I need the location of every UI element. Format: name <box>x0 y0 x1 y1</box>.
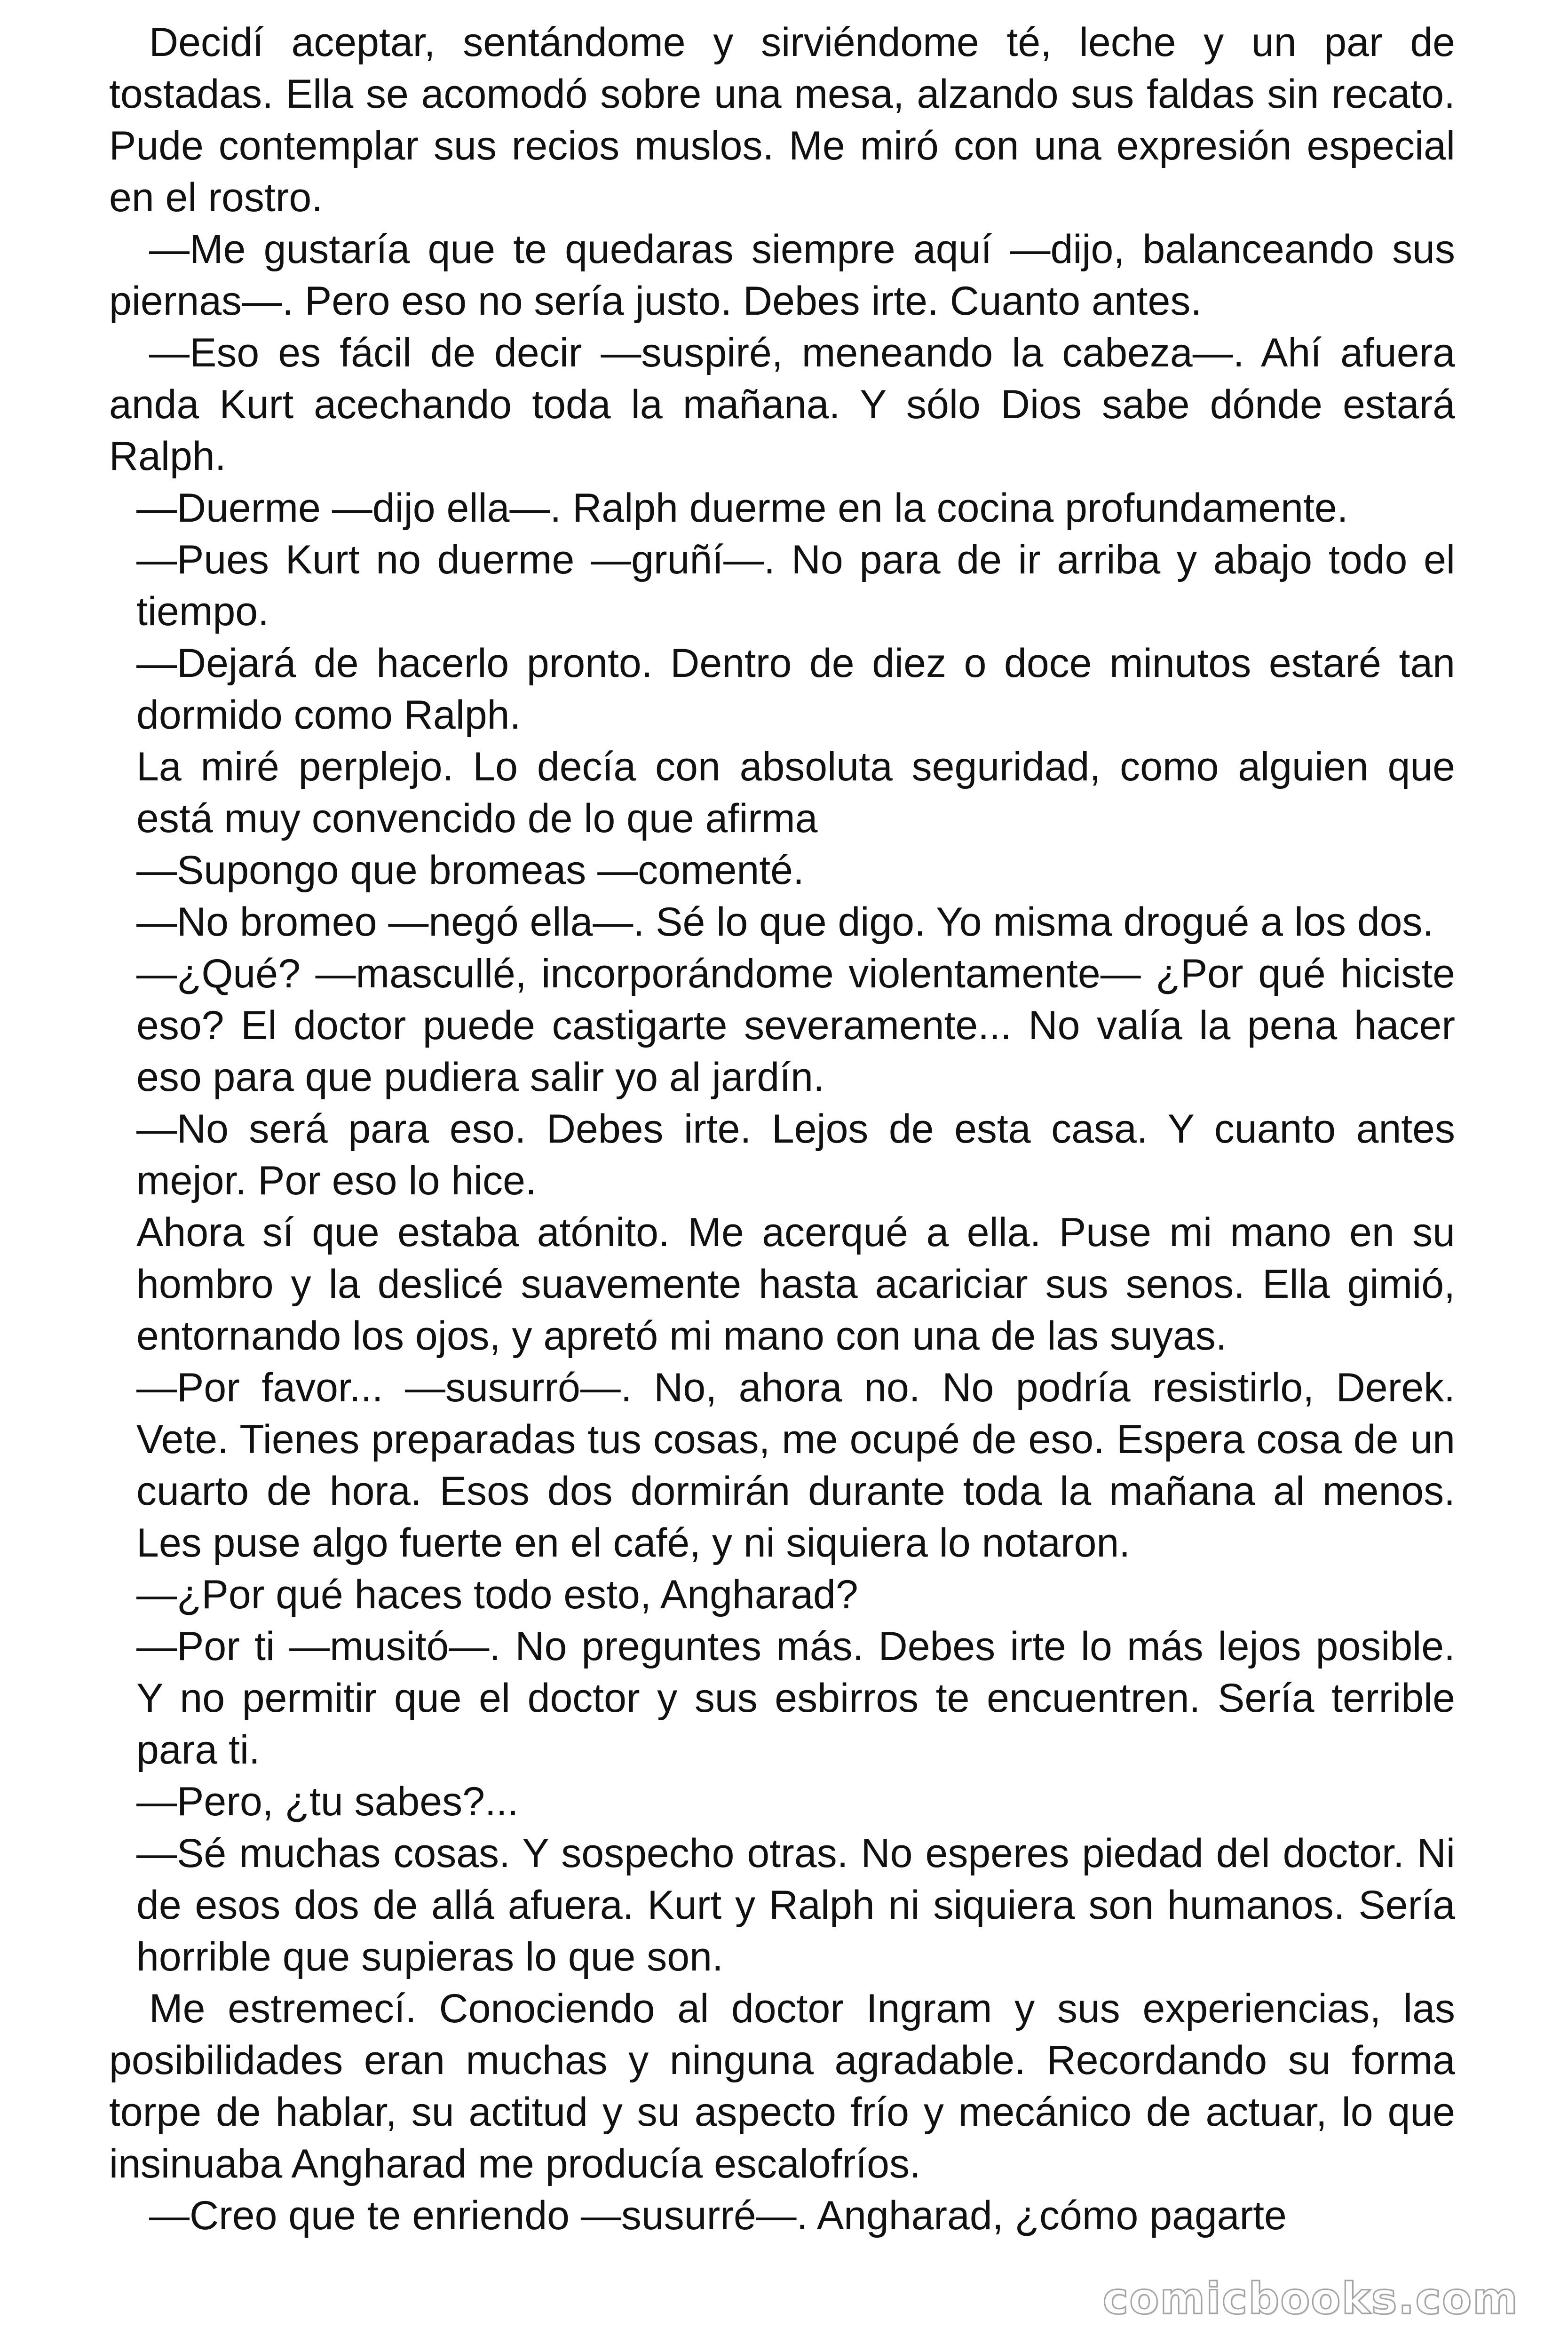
paragraph-13: —Por favor... —susurró—. No, ahora no. No podría resistirlo, Derek. Vete. Tienes preparadas tus cosas, me ocupé de eso. Espera cosa de un cuarto de hora. Esos dos dormirán durante toda la mañana al menos. Les puse algo fuerte en el café, y ni siquiera lo notaron. <box>136 1365 1455 1565</box>
paragraph-10: —¿Qué? —mascullé, incorporándome violentamente— ¿Por qué hiciste eso? El doctor puede castigarte severamente... No valía la pena hacer eso para que pudiera salir yo al jardín. <box>136 951 1455 1100</box>
paragraph-7: La miré perplejo. Lo decía con absoluta seguridad, como alguien que está muy convencido de lo que afirma <box>136 744 1455 841</box>
paragraph-8: —Supongo que bromeas —comenté. <box>136 848 804 893</box>
paragraph-2: —Me gustaría que te quedaras siempre aquí —dijo, balanceando sus piernas—. Pero eso no sería justo. Debes irte. Cuanto antes. <box>109 227 1455 324</box>
paragraph-12: Ahora sí que estaba atónito. Me acerqué a ella. Puse mi mano en su hombro y la deslicé suavemente hasta acariciar sus senos. Ella gimió, entornando los ojos, y apretó mi mano con una de las suyas. <box>136 1210 1455 1359</box>
paragraph-19: —Creo que te enriendo —susurré—. Angharad, ¿cómo pagarte <box>149 2193 1287 2238</box>
paragraph-11: —No será para eso. Debes irte. Lejos de esta casa. Y cuanto antes mejor. Por eso lo hice. <box>136 1106 1455 1203</box>
paragraph-9: —No bromeo —negó ella—. Sé lo que digo. Yo misma drogué a los dos. <box>136 899 1434 945</box>
paragraph-4: —Duerme —dijo ella—. Ralph duerme en la cocina profundamente. <box>136 485 1348 531</box>
paragraph-6: —Dejará de hacerlo pronto. Dentro de diez o doce minutos estaré tan dormido como Ralph. <box>136 641 1455 738</box>
watermark-logo: comicbooks.com <box>1102 2273 1519 2324</box>
paragraph-15: —Por ti —musitó—. No preguntes más. Debes irte lo más lejos posible. Y no permitir que el doctor y sus esbirros te encuentren. Sería terrible para ti. <box>136 1624 1455 1772</box>
paragraph-17: —Sé muchas cosas. Y sospecho otras. No esperes piedad del doctor. Ni de esos dos de allá afuera. Kurt y Ralph ni siquiera son humanos. Sería horrible que supieras lo que son. <box>136 1831 1455 1979</box>
paragraph-1: Decidí aceptar, sentándome y sirviéndome té, leche y un par de tostadas. Ella se acomodó sobre una mesa, alzando sus faldas sin recato. Pude contemplar sus recios muslos. Me miró con una expresión especial en el rostro. <box>109 20 1455 220</box>
paragraph-5: —Pues Kurt no duerme —gruñí—. No para de ir arriba y abajo todo el tiempo. <box>136 537 1455 634</box>
paragraph-14: —¿Por qué haces todo esto, Angharad? <box>136 1572 858 1617</box>
paragraph-18: Me estremecí. Conociendo al doctor Ingram y sus experiencias, las posibilidades eran muchas y ninguna agradable. Recordando su forma torpe de hablar, su actitud y su aspecto frío y mecánico de actuar, lo que insinuaba Angharad me producía escalofríos. <box>109 1986 1455 2186</box>
paragraph-3: —Eso es fácil de decir —suspiré, meneando la cabeza—. Ahí afuera anda Kurt acechando toda la mañana. Y sólo Dios sabe dónde estará Ralph. <box>109 330 1455 479</box>
paragraph-16: —Pero, ¿tu sabes?... <box>136 1779 519 1824</box>
